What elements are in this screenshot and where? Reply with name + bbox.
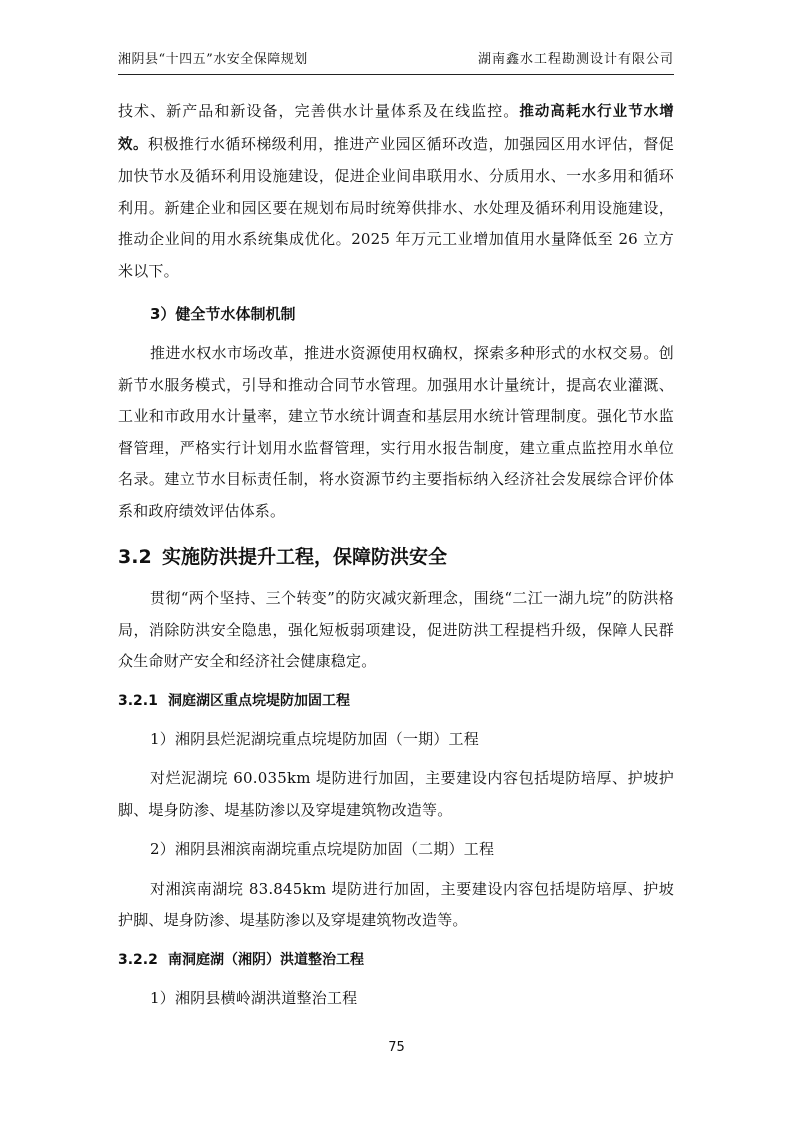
page-header — [118, 50, 674, 75]
section-number-3-2-2: 3.2.2 — [118, 951, 158, 968]
section-title-3-2-1: 洞庭湖区重点垸堤防加固工程 — [168, 692, 350, 709]
list-item-henglinghu-project: 1）湘阴县横岭湖洪道整治工程 — [150, 988, 358, 1007]
p1-rest: 积极推行水循环梯级利用，推进产业园区循环改造，加强园区用水评估，督促加快节水及循环利用设施建设，促进企业间串联用水、分质用水、一水多用和循环利用。新建企业和园区要在规划布局时统筹供排水、水处理及循环利用设施建设，推动企业间的用水系统集成优化。2025 年万元工业增加值用水量降低至 26 立方米以下。 — [118, 134, 674, 280]
section-heading-3-2-1 — [118, 686, 674, 716]
section-heading-3-2-2 — [118, 945, 674, 975]
page-number: 75 — [388, 1040, 405, 1055]
section-heading-3-2 — [118, 539, 674, 575]
header-company-name: 湖南鑫水工程勘测设计有限公司 — [477, 52, 674, 67]
paragraph-xiangbin-details: 对湘滨南湖垸 83.845km 堤防进行加固，主要建设内容包括堤防培厚、护坡护脚、堤身防渗、堤基防渗以及穿堤建筑物改造等。 — [118, 879, 674, 929]
subheading-water-saving-mechanism: 3）健全节水体制机制 — [150, 305, 296, 323]
paragraph-industrial-water-saving — [118, 96, 674, 287]
section-number-3-2-1: 3.2.1 — [118, 692, 158, 709]
list-item-lannihu-project: 1）湘阴县烂泥湖垸重点垸堤防加固（一期）工程 — [150, 729, 479, 748]
page-content — [118, 96, 674, 1014]
paragraph-water-rights-reform: 推进水权水市场改革，推进水资源使用权确权，探索多种形式的水权交易。创新节水服务模式，引导和推动合同节水管理。加强用水计量统计，提高农业灌溉、工业和市政用水计量率，建立节水统计调查和基层用水统计管理制度。强化节水监督管理，严格实行计划用水监督管理，实行用水报告制度，建立重点监控用水单位名录。建立节水目标责任制，将水资源节约主要指标纳入经济社会发展综合评价体系和政府绩效评估体系。 — [118, 344, 674, 520]
header-document-title: 湘阴县“十四五”水安全保障规划 — [118, 52, 308, 67]
section-title-3-2: 实施防洪提升工程，保障防洪安全 — [162, 546, 448, 568]
list-item-xiangbin-project: 2）湘阴县湘滨南湖垸重点垸堤防加固（二期）工程 — [150, 840, 495, 858]
paragraph-flood-control-intro: 贯彻“两个坚持、三个转变”的防灾减灾新理念，围绕“二江一湖九垸”的防洪格局，消除防洪安全隐患，强化短板弱项建设，促进防洪工程提档升级，保障人民群众生命财产安全和经济社会健康稳定。 — [118, 589, 674, 670]
section-title-3-2-2: 南洞庭湖（湘阴）洪道整治工程 — [168, 951, 364, 968]
p1-bold-heading: 推动高耗水行业节水增效。 — [118, 104, 674, 153]
section-number-3-2: 3.2 — [118, 546, 152, 568]
paragraph-lannihu-details: 对烂泥湖垸 60.035km 堤防进行加固，主要建设内容包括堤防培厚、护坡护脚、堤身防渗、堤基防渗以及穿堤建筑物改造等。 — [118, 769, 674, 819]
p1-lead: 技术、新产品和新设备，完善供水计量体系及在线监控。 — [118, 102, 520, 120]
